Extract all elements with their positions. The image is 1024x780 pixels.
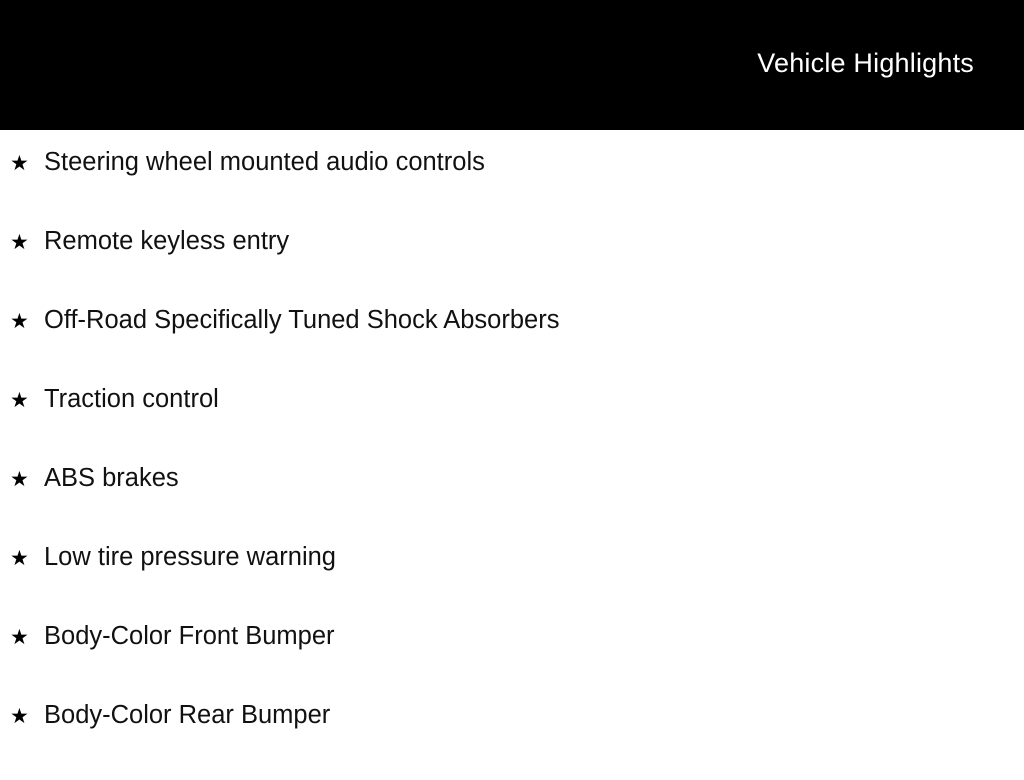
star-icon: ★ (10, 310, 29, 333)
highlight-label: Steering wheel mounted audio controls (44, 148, 485, 176)
page-title: Vehicle Highlights (757, 48, 974, 78)
highlight-label: ABS brakes (44, 464, 179, 492)
star-icon: ★ (10, 626, 29, 649)
star-icon: ★ (10, 152, 29, 175)
list-item (0, 464, 1024, 543)
list-item (0, 543, 1024, 622)
list-item (0, 148, 1024, 227)
star-icon: ★ (10, 547, 29, 570)
highlight-label: Body-Color Front Bumper (44, 622, 335, 650)
list-item (0, 701, 1024, 780)
highlight-label: Body-Color Rear Bumper (44, 701, 331, 729)
list-item (0, 622, 1024, 701)
vehicle-highlights-list (0, 148, 1024, 780)
highlight-label: Remote keyless entry (44, 227, 290, 255)
star-icon: ★ (10, 705, 29, 728)
list-item (0, 385, 1024, 464)
highlight-label: Low tire pressure warning (44, 543, 336, 571)
header-bar (0, 0, 1024, 130)
star-icon: ★ (10, 389, 29, 412)
star-icon: ★ (10, 468, 29, 491)
star-icon: ★ (10, 231, 29, 254)
highlight-label: Off-Road Specifically Tuned Shock Absorbers (44, 306, 560, 334)
highlight-label: Traction control (44, 385, 219, 413)
list-item (0, 227, 1024, 306)
list-item (0, 306, 1024, 385)
